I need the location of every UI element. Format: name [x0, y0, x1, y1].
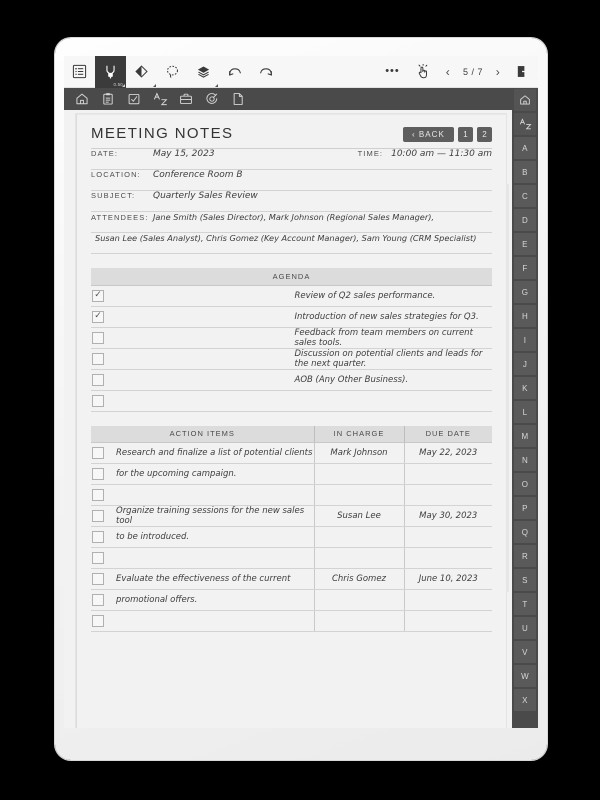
agenda-row[interactable] — [91, 306, 492, 327]
agenda-item-label[interactable]: Introduction of new sales strategies for Q3. — [292, 306, 493, 327]
agenda-row[interactable] — [91, 369, 492, 390]
date-label: DATE: — [91, 149, 119, 158]
checkbox-empty-icon[interactable] — [92, 374, 104, 386]
agenda-checkbox-cell[interactable] — [91, 390, 292, 411]
device-screen — [64, 56, 538, 728]
checkbox-empty-icon[interactable] — [92, 447, 104, 459]
agenda-checkbox-cell[interactable] — [91, 327, 292, 348]
sidebar-letter-h[interactable]: H — [514, 305, 536, 327]
action-owner-cell[interactable] — [314, 611, 404, 632]
redo-icon[interactable] — [250, 56, 281, 88]
action-due-cell[interactable] — [404, 485, 492, 506]
more-options-label: ••• — [385, 65, 400, 77]
prev-page-button[interactable]: ‹ — [445, 64, 451, 79]
sidebar-letter-list — [514, 137, 536, 713]
date-time-row[interactable] — [91, 149, 492, 170]
agenda-item-label[interactable]: Discussion on potential clients and leads for the next quarter. — [292, 348, 493, 369]
sidebar-letter-a[interactable]: A — [514, 137, 536, 159]
checkbox-empty-icon[interactable] — [92, 594, 104, 606]
agenda-row[interactable] — [91, 327, 492, 348]
checkbox-checked-icon[interactable]: ✓ — [92, 290, 104, 302]
agenda-item-label[interactable]: AOB (Any Other Business). — [292, 369, 493, 390]
checkbox-empty-icon[interactable] — [92, 489, 104, 501]
checkbox-empty-icon[interactable] — [92, 332, 104, 344]
layers-options-triangle[interactable] — [215, 84, 218, 87]
table-row[interactable] — [91, 443, 492, 464]
action-task-cell[interactable]: Evaluate the effectiveness of the current — [113, 569, 314, 590]
action-items-header-due: DUE DATE — [404, 426, 492, 443]
date-value[interactable]: May 15, 2023 — [153, 149, 215, 159]
agenda-spacer — [91, 254, 492, 268]
agenda-checkbox-cell[interactable] — [91, 348, 292, 369]
next-page-button[interactable]: › — [495, 64, 501, 79]
time-value[interactable]: 10:00 am — 11:30 am — [391, 149, 492, 159]
undo-icon[interactable] — [219, 56, 250, 88]
sidebar-letter-x[interactable]: X — [514, 689, 536, 711]
checkbox-empty-icon[interactable] — [92, 468, 104, 480]
pen-size-label: 0.50 — [113, 81, 123, 87]
action-due-cell[interactable] — [404, 611, 492, 632]
alphabet-sidebar[interactable] — [512, 88, 538, 728]
subject-label: SUBJECT: — [91, 191, 136, 200]
more-options-button[interactable] — [377, 56, 408, 88]
action-due-cell[interactable] — [404, 464, 492, 485]
sidebar-letter-t[interactable]: T — [514, 593, 536, 615]
action-items-spacer — [91, 412, 492, 426]
document-header — [91, 125, 492, 148]
sidebar-letter-w[interactable]: W — [514, 665, 536, 687]
table-row[interactable] — [91, 611, 492, 632]
location-value[interactable]: Conference Room B — [153, 170, 243, 180]
action-checkbox-cell[interactable] — [91, 548, 113, 569]
attendees-label: ATTENDEES: — [91, 213, 149, 222]
time-label: TIME: — [357, 149, 384, 158]
attendees-row[interactable] — [91, 212, 492, 233]
checkbox-empty-icon[interactable] — [92, 510, 104, 522]
hand-touch-icon[interactable] — [408, 56, 439, 88]
sidebar-letter-u[interactable]: U — [514, 617, 536, 639]
agenda-checkbox-cell[interactable] — [91, 369, 292, 390]
pen-options-triangle[interactable] — [122, 84, 125, 87]
checkbox-empty-icon[interactable] — [92, 615, 104, 627]
action-due-cell[interactable]: May 22, 2023 — [404, 443, 492, 464]
action-owner-cell[interactable] — [314, 527, 404, 548]
action-owner-cell[interactable]: Mark Johnson — [314, 443, 404, 464]
agenda-table — [91, 268, 492, 412]
sidebar-alphabet-sort-icon[interactable] — [514, 113, 536, 135]
action-due-cell[interactable] — [404, 590, 492, 611]
sidebar-letter-j[interactable]: J — [514, 353, 536, 375]
pen-tool-icon[interactable] — [95, 56, 126, 88]
layers-icon[interactable] — [188, 56, 219, 88]
target-icon[interactable] — [199, 88, 225, 110]
sidebar-letter-p[interactable]: P — [514, 497, 536, 519]
agenda-checkbox-cell[interactable] — [91, 306, 292, 327]
action-checkbox-cell[interactable] — [91, 485, 113, 506]
sidebar-letter-s[interactable]: S — [514, 569, 536, 591]
briefcase-icon[interactable] — [173, 88, 199, 110]
sidebar-letter-i[interactable]: I — [514, 329, 536, 351]
back-chevron-icon: ‹ — [412, 130, 416, 139]
action-task-cell[interactable]: promotional offers. — [113, 590, 314, 611]
sidebar-letter-d[interactable]: D — [514, 209, 536, 231]
header-controls — [403, 125, 492, 142]
action-owner-cell[interactable] — [314, 548, 404, 569]
sidebar-letter-f[interactable]: F — [514, 257, 536, 279]
action-due-cell[interactable]: May 30, 2023 — [404, 506, 492, 527]
action-owner-cell[interactable] — [314, 464, 404, 485]
sidebar-home-icon[interactable] — [514, 89, 536, 111]
sidebar-letter-l[interactable]: L — [514, 401, 536, 423]
table-row[interactable] — [91, 506, 492, 527]
table-row[interactable] — [91, 569, 492, 590]
action-due-cell[interactable]: June 10, 2023 — [404, 569, 492, 590]
back-button-label: BACK — [418, 130, 445, 139]
sidebar-letter-k[interactable]: K — [514, 377, 536, 399]
alphabet-sort-icon[interactable] — [147, 88, 173, 110]
action-checkbox-cell[interactable] — [91, 443, 113, 464]
e-reader-device — [55, 38, 547, 760]
action-owner-cell[interactable] — [314, 590, 404, 611]
agenda-row[interactable] — [91, 285, 492, 306]
time-group — [358, 149, 492, 159]
checkbox-empty-icon[interactable] — [92, 395, 104, 407]
agenda-row[interactable] — [91, 348, 492, 369]
action-task-cell[interactable]: Organize training sessions for the new sales tool — [113, 506, 314, 527]
sidebar-letter-m[interactable]: M — [514, 425, 536, 447]
subject-row[interactable] — [91, 191, 492, 212]
action-items-header-row — [91, 426, 492, 443]
eraser-options-triangle[interactable] — [153, 84, 156, 87]
action-owner-cell[interactable]: Susan Lee — [314, 506, 404, 527]
action-items-table — [91, 426, 492, 633]
table-row[interactable] — [91, 527, 492, 548]
sidebar-letter-e[interactable]: E — [514, 233, 536, 255]
agenda-item-label[interactable]: Feedback from team members on current sales tools. — [292, 327, 493, 348]
checkbox-empty-icon[interactable] — [92, 573, 104, 585]
category-toolbar — [64, 88, 538, 110]
page-title: MEETING NOTES — [91, 125, 234, 142]
checkbox-checked-icon[interactable]: ✓ — [92, 311, 104, 323]
location-label: LOCATION: — [91, 170, 141, 179]
checkbox-empty-icon[interactable] — [92, 353, 104, 365]
checkbox-empty-icon[interactable] — [92, 552, 104, 564]
sidebar-letter-o[interactable]: O — [514, 473, 536, 495]
action-task-cell[interactable]: for the upcoming campaign. — [113, 464, 314, 485]
table-row[interactable] — [91, 590, 492, 611]
lasso-select-icon[interactable] — [157, 56, 188, 88]
agenda-item-label[interactable] — [292, 390, 493, 411]
action-checkbox-cell[interactable] — [91, 506, 113, 527]
page-scrollbar[interactable] — [506, 184, 509, 592]
agenda-header: AGENDA — [91, 268, 492, 285]
checkbox-icon[interactable] — [121, 88, 147, 110]
action-items-body — [91, 443, 492, 632]
action-owner-cell[interactable] — [314, 485, 404, 506]
sidebar-letter-g[interactable]: G — [514, 281, 536, 303]
location-row[interactable] — [91, 170, 492, 191]
action-task-cell[interactable]: to be introduced. — [113, 527, 314, 548]
sidebar-letter-n[interactable]: N — [514, 449, 536, 471]
eraser-icon[interactable] — [126, 56, 157, 88]
action-checkbox-cell[interactable] — [91, 569, 113, 590]
action-items-header-task: ACTION ITEMS — [91, 426, 314, 443]
exit-icon[interactable] — [507, 56, 538, 88]
note-page — [76, 114, 506, 728]
agenda-row[interactable] — [91, 390, 492, 411]
table-row[interactable] — [91, 548, 492, 569]
agenda-header-row — [91, 268, 492, 285]
home-icon[interactable] — [69, 88, 95, 110]
action-task-cell[interactable]: Research and finalize a list of potential clients — [113, 443, 314, 464]
action-checkbox-cell[interactable] — [91, 590, 113, 611]
agenda-item-label[interactable]: Review of Q2 sales performance. — [292, 285, 493, 306]
list-view-icon[interactable] — [64, 56, 95, 88]
attendees-row-2[interactable] — [91, 233, 492, 254]
action-due-cell[interactable] — [404, 527, 492, 548]
sidebar-letter-c[interactable]: C — [514, 185, 536, 207]
page-indicator: 5 / 7 — [462, 66, 483, 77]
agenda-body — [91, 285, 492, 411]
subject-value[interactable]: Quarterly Sales Review — [153, 191, 258, 201]
action-task-cell[interactable] — [113, 548, 314, 569]
sidebar-letter-q[interactable]: Q — [514, 521, 536, 543]
page-tab-1[interactable]: 1 — [458, 127, 473, 142]
action-owner-cell[interactable]: Chris Gomez — [314, 569, 404, 590]
action-checkbox-cell[interactable] — [91, 464, 113, 485]
sidebar-letter-r[interactable]: R — [514, 545, 536, 567]
page-tab-2[interactable]: 2 — [477, 127, 492, 142]
action-due-cell[interactable] — [404, 548, 492, 569]
sidebar-letter-b[interactable]: B — [514, 161, 536, 183]
action-items-header-owner: IN CHARGE — [314, 426, 404, 443]
attendees-line-2[interactable]: Susan Lee (Sales Analyst), Chris Gomez (Key Account Manager), Sam Young (CRM Specialist) — [95, 233, 477, 243]
table-row[interactable] — [91, 464, 492, 485]
action-checkbox-cell[interactable] — [91, 611, 113, 632]
back-button[interactable] — [403, 127, 454, 142]
clipboard-icon[interactable] — [95, 88, 121, 110]
table-row[interactable] — [91, 485, 492, 506]
sidebar-letter-v[interactable]: V — [514, 641, 536, 663]
top-toolbar — [64, 56, 538, 88]
action-task-cell[interactable] — [113, 611, 314, 632]
agenda-checkbox-cell[interactable] — [91, 285, 292, 306]
page-navigation — [439, 56, 507, 88]
action-task-cell[interactable] — [113, 485, 314, 506]
page-icon[interactable] — [225, 88, 251, 110]
checkbox-empty-icon[interactable] — [92, 531, 104, 543]
attendees-line-1[interactable]: Jane Smith (Sales Director), Mark Johnson (Regional Sales Manager), — [153, 212, 434, 222]
action-checkbox-cell[interactable] — [91, 527, 113, 548]
